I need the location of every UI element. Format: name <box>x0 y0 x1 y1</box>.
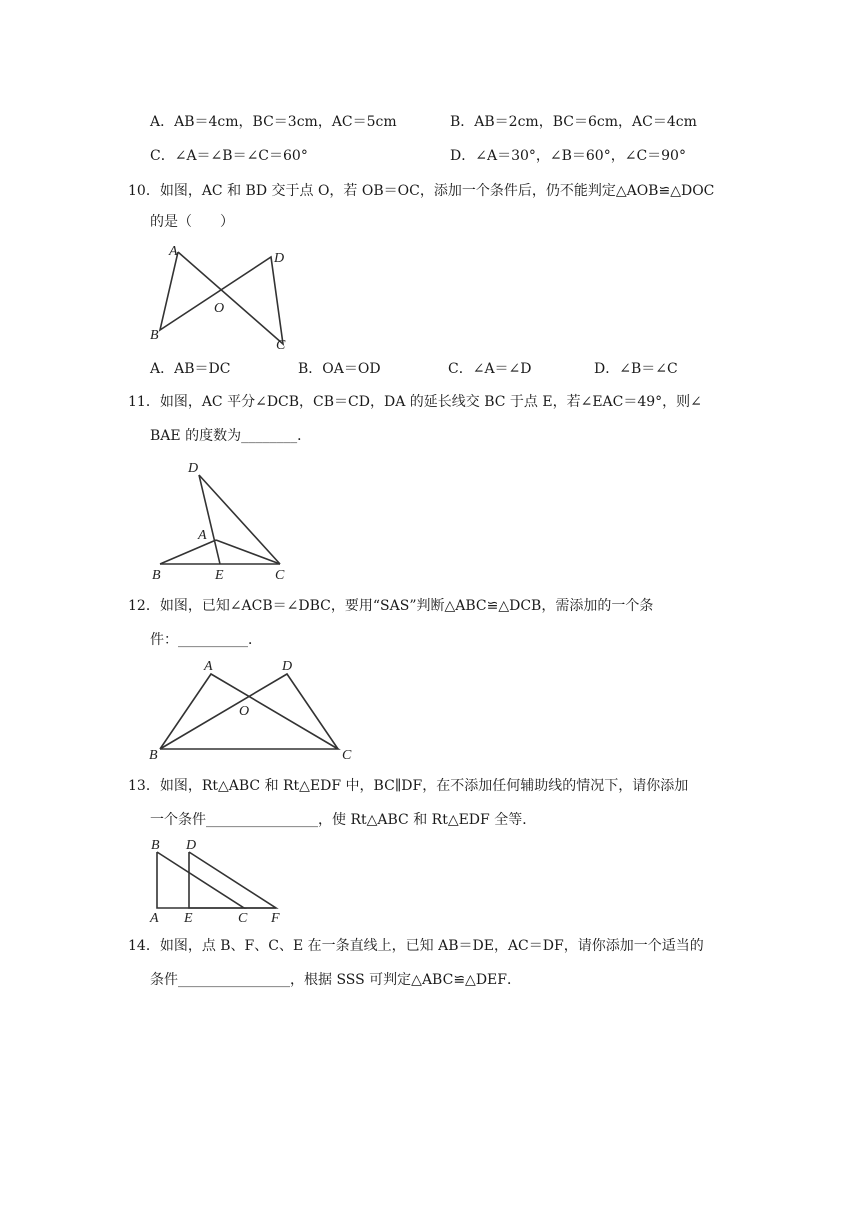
q9-option-a: A．AB＝4cm，BC＝3cm，AC＝5cm <box>150 114 397 130</box>
q12-label-c: C <box>342 748 352 763</box>
q13-triangle-edf <box>189 852 276 908</box>
q13-label-c: C <box>238 911 248 924</box>
q11-stem-line2: BAE 的度数为________． <box>150 428 312 444</box>
q13-label-a: A <box>150 911 159 924</box>
q10-option-a: A．AB＝DC <box>150 361 231 377</box>
q11-label-e: E <box>215 568 224 583</box>
q9-option-b: B．AB＝2cm，BC＝6cm，AC＝4cm <box>450 114 697 130</box>
q14-stem-line1: 14．如图，点 B、F、C、E 在一条直线上，已知 AB＝DE，AC＝DF，请你添加一个适当的 <box>128 938 704 954</box>
q12-label-a: A <box>204 659 213 674</box>
q10-option-b: B．OA＝OD <box>298 361 381 377</box>
q11-segment-ba <box>160 540 216 564</box>
q10-label-d: D <box>274 251 285 266</box>
q10-figure <box>140 238 300 350</box>
q9-option-d: D．∠A＝30°，∠B＝60°，∠C＝90° <box>450 148 686 164</box>
q13-stem-line1: 13．如图，Rt△ABC 和 Rt△EDF 中，BC∥DF，在不添加任何辅助线的情况下，请你添加 <box>128 778 689 794</box>
q10-stem-line2: 的是（ ） <box>150 214 234 230</box>
q13-triangle-abc <box>157 852 244 908</box>
q12-label-d: D <box>282 659 293 674</box>
q12-stem-line2: 件：__________． <box>150 632 262 648</box>
q11-label-b: B <box>152 568 161 583</box>
q12-figure <box>140 652 370 764</box>
q13-label-b: B <box>151 838 160 853</box>
q11-segment-de <box>199 475 220 564</box>
q13-label-d: D <box>186 838 197 853</box>
q11-figure <box>140 455 300 585</box>
q14-stem-line2: 条件________________，根据 SSS 可判定△ABC≌△DEF． <box>150 972 521 988</box>
q13-figure <box>140 834 300 924</box>
q12-label-o: O <box>239 704 250 719</box>
q10-label-b: B <box>150 328 159 343</box>
q10-stem-line1: 10．如图，AC 和 BD 交于点 O，若 OB＝OC，添加一个条件后，仍不能判定△AOB≌△DOC <box>128 183 715 199</box>
q11-stem-line1: 11．如图，AC 平分∠DCB，CB＝CD，DA 的延长线交 BC 于点 E，若∠EAC＝49°，则∠ <box>128 394 702 410</box>
q11-segment-dc <box>199 475 280 564</box>
q11-label-c: C <box>275 568 285 583</box>
q13-label-f: F <box>271 911 280 924</box>
q10-option-c: C．∠A＝∠D <box>448 361 532 377</box>
q11-label-d: D <box>188 461 199 476</box>
q13-stem-line2: 一个条件________________，使 Rt△ABC 和 Rt△EDF 全等． <box>150 812 537 828</box>
q9-option-c: C．∠A＝∠B＝∠C＝60° <box>150 148 308 164</box>
q10-label-a: A <box>169 244 178 259</box>
q10-label-c: C <box>276 338 286 350</box>
q11-segment-ac <box>216 540 280 564</box>
q13-label-e: E <box>184 911 193 924</box>
q11-label-a: A <box>198 528 207 543</box>
q10-bowtie-lines <box>160 252 283 344</box>
q12-stem-line1: 12．如图，已知∠ACB＝∠DBC，要用“SAS”判断△ABC≌△DCB，需添加的一个条 <box>128 598 654 614</box>
q12-label-b: B <box>149 748 158 763</box>
q10-label-o: O <box>214 301 225 316</box>
q10-option-d: D．∠B＝∠C <box>594 361 678 377</box>
